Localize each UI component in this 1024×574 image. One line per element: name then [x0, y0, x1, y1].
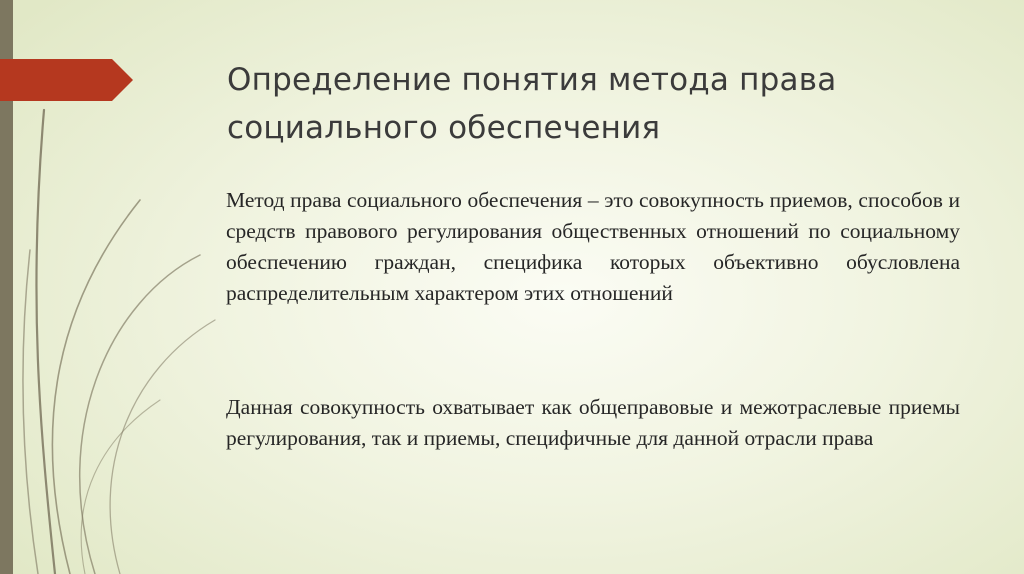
title-arrow-marker	[0, 59, 133, 101]
body-paragraph-scope: Данная совокупность охватывает как общеправовые и межотраслевые приемы регулирования, так и приемы, специфичные для данной отрасли права	[226, 395, 960, 450]
body-paragraph-definition: Метод права социального обеспечения – это совокупность приемов, способов и средств правового регулирования общественных отношений по социальному обеспечению граждан, специфика которых объективно обусловлена распределительным характером этих отношений	[226, 188, 960, 305]
slide-title: Определение понятия метода права социального обеспечения	[227, 62, 837, 146]
